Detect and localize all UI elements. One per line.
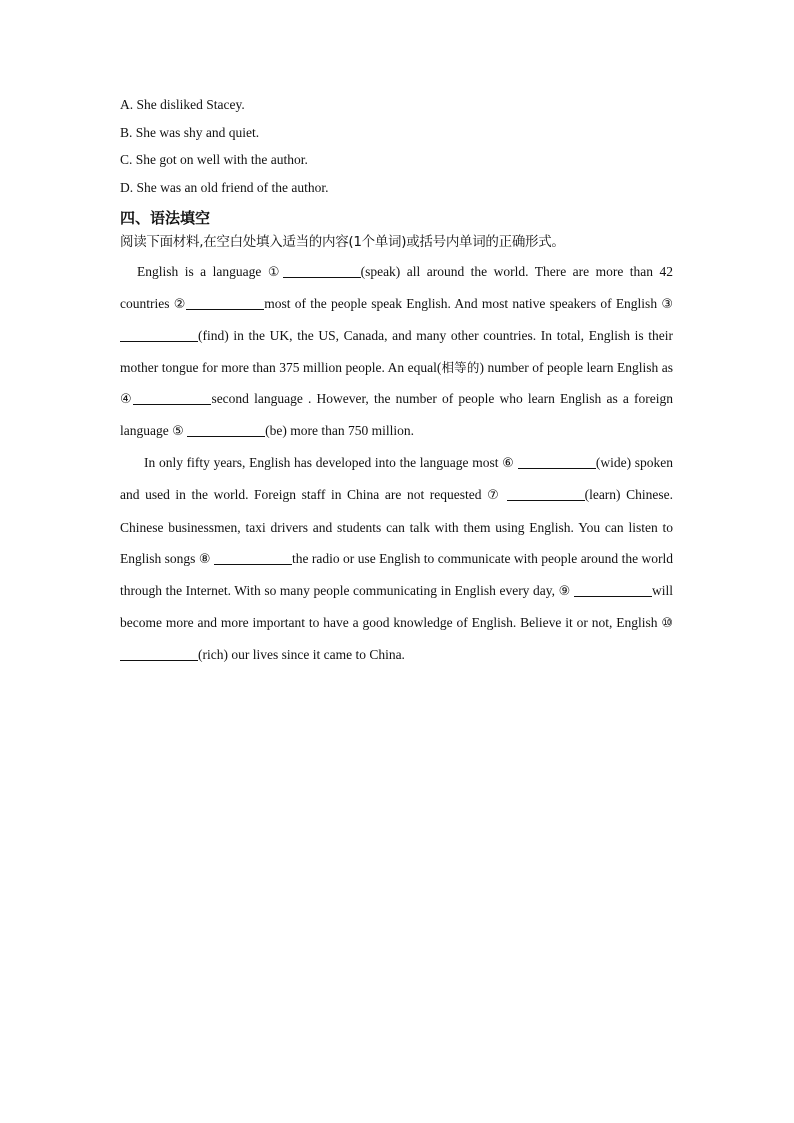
blank-number-4: ④ xyxy=(120,391,134,407)
option-a: A. She disliked Stacey. xyxy=(120,97,245,112)
blank-number-2: ② xyxy=(173,297,187,313)
blank-number-8: ⑧ xyxy=(198,551,211,567)
blank-number-7: ⑦ xyxy=(487,488,501,504)
passage-paragraph-1 xyxy=(120,256,673,447)
passage-text: English is a language xyxy=(137,264,268,279)
passage-text: second language . However, the number of people who learn English as a foreign language xyxy=(120,390,673,439)
passage-text: the radio or use English to communicate with people around the world through the Internet. With so many people communicating in English every day, xyxy=(120,550,674,599)
blank-3[interactable] xyxy=(120,327,198,342)
cloze-passage xyxy=(120,256,673,671)
blank-7[interactable] xyxy=(507,486,585,501)
worksheet-page xyxy=(120,94,673,671)
passage-text: (be) more than 750 million. xyxy=(265,423,414,439)
blank-number-9: ⑨ xyxy=(558,584,571,600)
blank-number-3: ③ xyxy=(661,297,673,313)
blank-number-6: ⑥ xyxy=(502,456,515,472)
blank-number-10: ⑩ xyxy=(661,616,673,632)
passage-paragraph-2 xyxy=(120,447,673,670)
option-b: B. She was shy and quiet. xyxy=(120,124,260,140)
passage-text: (learn) Chinese. Chinese businessmen, taxi drivers and students can talk with them using English. You can listen to English songs xyxy=(120,487,674,566)
blank-2[interactable] xyxy=(186,295,264,310)
option-d: D. She was an old friend of the author. xyxy=(120,179,329,195)
blank-4[interactable] xyxy=(133,390,211,405)
blank-number-5: ⑤ xyxy=(172,424,184,440)
passage-text: ) number of people learn English as xyxy=(479,359,673,375)
blank-9[interactable] xyxy=(574,582,652,597)
chinese-gloss: 相等的 xyxy=(441,359,480,375)
passage-text: In only fifty years, English has developed into the language most xyxy=(144,455,503,471)
blank-8[interactable] xyxy=(214,550,292,565)
blank-10[interactable] xyxy=(120,646,198,661)
section-title: 四、语法填空 xyxy=(120,209,211,227)
blank-6[interactable] xyxy=(518,454,596,469)
passage-text: most of the people speak English. And most native speakers of English xyxy=(264,296,662,312)
passage-text: (wide) spoken and used in the world. Foreign staff in China are not requested xyxy=(120,455,674,503)
blank-5[interactable] xyxy=(187,422,265,437)
passage-text: will become more and more important to have a good knowledge of English. Believe it or not, English xyxy=(120,583,674,631)
passage-text: (find) in the UK, the US, Canada, and many other countries. In total, English is their mother tongue for more than 375 million people. An equal( xyxy=(120,328,673,375)
section-instruction: 阅读下面材料,在空白处填入适当的内容(1个单词)或括号内单词的正确形式。 xyxy=(120,234,565,250)
blank-1[interactable] xyxy=(283,263,361,278)
option-c: C. She got on well with the author. xyxy=(120,152,308,167)
passage-text: (speak) all around the world. There are more than 42 countries xyxy=(120,264,674,312)
passage-text: (rich) our lives since it came to China. xyxy=(198,647,405,663)
blank-number-1: ① xyxy=(267,265,283,280)
